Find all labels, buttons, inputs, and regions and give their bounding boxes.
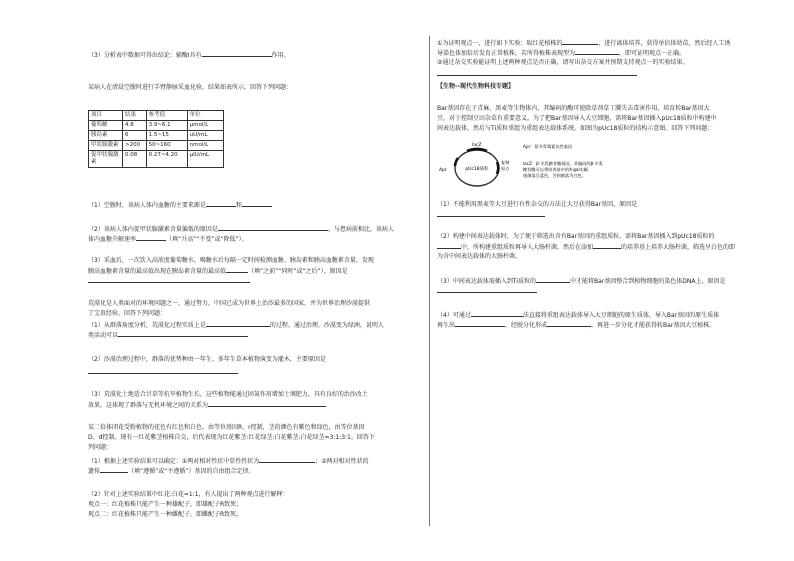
legend-amp: Apr：氨苄青霉素抗性基因: [523, 144, 573, 149]
legend-lacz-1: lacZ：β-半乳糖苷酶基因，其编码的β-半乳: [523, 161, 604, 166]
genetics-intro-b: D、d控制。现有一红花紫茎植株自交，后代表现为红花紫茎:红花绿茎:白花紫茎:白花绿茎=3:1:3:1。回答下: [88, 434, 375, 441]
ori-label: 复制: [501, 160, 510, 165]
amp-label: Apr: [439, 168, 447, 173]
table-row: 促甲状腺激素 0.08 0.27~4.20 μIU/mL: [89, 151, 224, 168]
genetics-view-1: 观点一：红花植株只能产生一种雄配子，即雄配子R致死；: [88, 501, 243, 508]
genetics-exp-2: 导染色体加倍后发育正常植株，若所得植株表现型为 ，即可证明观点一正确。: [437, 50, 686, 57]
desert-q1-a: （1）从群落角度分析，荒漠化过程实质上是 的过程。通过治理，沙漠变为绿洲，说明人: [88, 322, 384, 329]
bar-intro-c: 间表达载体，然后与Ti质粒重组为重组表达载体系统。如图为pUc18质粒的结构示意图。回答下列问题：: [437, 125, 714, 132]
blood-q1: （1）空腹时，该病人体内血糖的主要来源是 和: [88, 200, 272, 210]
table-row: 葡萄糖 4.8 3.9~6.1 μmol/L: [89, 121, 224, 131]
lab-results-table: [88, 110, 224, 168]
blood-q3-b: 胰高血糖素含量的最高值出现在胰岛素含量的最高值 （填“之前”“同时”或“之后”），原因是: [88, 268, 348, 275]
genetics-q2-a: （2）针对上述实验结果中红花:白花=1:1，有人提出了两种观点进行解释：: [88, 491, 289, 498]
desert-intro-b: 了宝贵经验。回答下列问题：: [88, 310, 167, 317]
section-heading: 【生物--现代生物科技专题】: [437, 83, 514, 90]
legend-lacz-3: 使菌落呈蓝色，否则菌落为白色。: [523, 173, 586, 178]
desert-q1-b: 类活动可以: [88, 330, 248, 340]
blood-q3-blank: [88, 276, 250, 286]
bar-q4-a: （4）可通过 法直接将重组表达载体导入大豆细胞的原生质体，导入Bar基因的原生质体: [437, 312, 720, 319]
blood-q2-b: 体内血糖升解速率 （填“升高”“不变”或“降低”）。: [88, 236, 248, 243]
ori-segment: [497, 162, 498, 174]
bar-q2-c: 为含中间表达载体的大肠杆菌。: [437, 253, 522, 260]
genetics-q1-a: （1）根据上述实验结果可以确定：①两对相对性状中显性性状为 ；②两对相对性状的: [88, 458, 369, 465]
blood-q2-a: （2）该病人体内促甲状腺激素含量偏低的原因是 。与患病前相比，该病人: [88, 226, 394, 233]
patient-intro: 某病人在清晨空腹时进行手臂静脉采血化验，结果如表所示，回答下列问题：: [88, 84, 293, 91]
bar-q4-b: 再生出 ，经脱分化形成 ，再进一步分化才能获得转Bar基因大豆植株。: [437, 322, 716, 329]
column-divider: [429, 36, 430, 526]
question-3-line: （3）分析表中数据可得出结论：辅酶I具有 作用。: [88, 52, 290, 59]
bar-q1-blank: [437, 210, 545, 220]
genetics-view-2: 观点二：红花植株只能产生一种雌配子，即雌配子R致死。: [88, 511, 243, 518]
genetics-intro-a: 某二倍体闭花受粉植物的花色有红色和白色，由等位基因R、r控制，茎的颜色有紫色和绿色，由等位基因: [88, 424, 365, 431]
ori-label-2: 原点: [501, 166, 510, 171]
desert-q3-b: 效果，这体现了群落与无机环境之间的关系为: [88, 400, 326, 410]
amp-segment: [455, 158, 458, 166]
bar-q1: （1）不能利用黑麦等大豆进行有性杂交的方法让大豆获得Bar基因，原因是: [437, 201, 638, 208]
genetics-exp-3: ②通过杂交实验能证明上述两种观点是否正确，请写出杂交方案并预期支持观点一的实验结果。: [437, 59, 689, 66]
desert-q2: （2）沙漠治理过程中，群落的优势种由一年生、多年生草本植物演变为灌木，主要原因是: [88, 356, 326, 363]
bar-q2-a: （2）构建中间表达载体时，为了便于筛选出含有Bar基因的重组质粒，需将Bar基因插入到pUc18质粒的: [437, 233, 715, 240]
blood-q3-a: （3）采血后，一次饮入高浓度葡萄糖水，喝糖水后每隔一定时间检测血糖、胰岛素和胰高血糖素含量，发现: [88, 257, 374, 264]
plasmid-center-label: pUc18质粒: [465, 167, 489, 172]
desert-q2-blank: [88, 367, 238, 377]
genetics-intro-c: 列问题：: [88, 444, 113, 451]
table-row: 胰岛素 6 1.5~15 uU/mL: [89, 131, 224, 141]
table-row: 甲状腺激素 >200 50~160 nmol/L: [89, 141, 224, 151]
lacz-segment: [467, 149, 487, 151]
answer-blank: [202, 50, 272, 57]
bar-q3-a: （3）中间表达载体需插入到Ti质粒的 中才能将Bar基因整合到植物细胞的染色体DNA上，原因是: [437, 278, 726, 285]
bar-q2-b: 中，所构建重组质粒再导入大肠杆菌，然后在添加 的培养基上培养大肠杆菌，筛选呈白色的即: [437, 242, 735, 252]
bar-intro-b: 豆，对于控制豆田杂草有重要意义。为了把Bar基因导入大豆细胞，需将Bar基因插入pUc18质粒中构建中: [437, 115, 717, 122]
lacz-label: lacZ: [472, 143, 482, 148]
genetics-exp-1: ①为证明观点一，进行如下实验：取红花植株的 ，进行离体培养，获得单倍体幼苗，然后经人工诱: [437, 40, 731, 47]
desert-q3-a: （3）荒漠化土地适合甘草等抗旱植物生长，这些植物能通过固氮作用增加土壤肥力，具有良好的治沙改土: [88, 391, 368, 398]
plasmid-diagram: [437, 136, 637, 194]
genetics-q1-b: 遗传 （填“遵循”或“不遵循”）基因的自由组合定律。: [88, 468, 255, 475]
bar-intro-a: Bar基因存在于青麻、黑麦等生物体内，其编码的酶可使除草剂草丁膦失去毒害作用。培育转Bar基因大: [437, 105, 710, 112]
genetics-exp-blank: [437, 69, 637, 79]
table-header-row: 项目 结果 参考值 单位: [89, 111, 224, 121]
bar-q3-blank: [437, 286, 537, 296]
desert-intro-a: 荒漠化是人类面对的环境问题之一，通过努力，中国已成为世界上治沙最多的国家，并为世界治理沙漠提供: [88, 300, 371, 307]
legend-lacz-2: 糖苷酶可以将培养基中的X-gal水解，: [523, 167, 593, 172]
